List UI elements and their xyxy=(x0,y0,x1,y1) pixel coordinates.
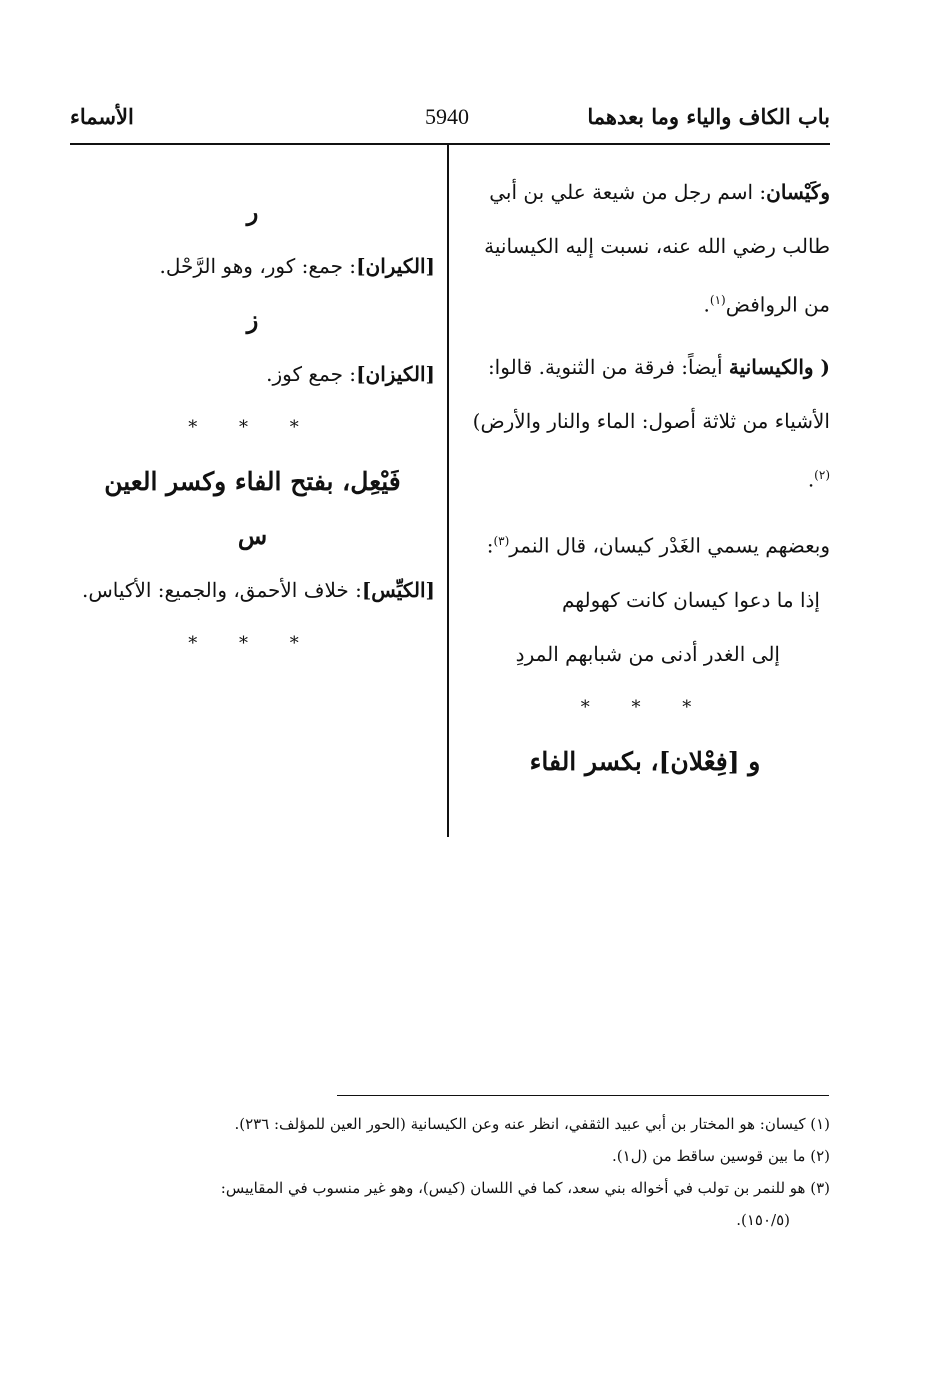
footnote-ref: (٢) xyxy=(814,467,830,482)
page-header xyxy=(70,104,830,140)
section-title: الأسماء xyxy=(70,104,134,129)
header-rule xyxy=(70,143,830,145)
footnote-3: (٣) هو للنمر بن تولب في أخواله بني سعد، كما في اللسان (كيس)، وهو غير منسوب في المقاييس: xyxy=(220,1179,830,1197)
chapter-title: باب الكاف والياء وما بعدهما xyxy=(587,104,830,129)
separator-stars: * * * xyxy=(580,696,710,718)
verse-line-2: إلى الغدر أدنى من شبابهم المردِ xyxy=(515,641,780,666)
column-divider xyxy=(447,145,449,837)
separator-stars: * * * xyxy=(188,633,317,654)
page-number: 5940 xyxy=(425,104,469,129)
pattern-heading: فَيْعِل، بفتح الفاء وكسر العين xyxy=(104,467,401,496)
entry-text: : خلاف الأحمق، والجميع: الأكياس. xyxy=(82,578,362,602)
entry-head: [الكيزان] xyxy=(356,362,435,386)
entry-text: وبعضهم يسمي الغَدْر كيسان، قال النمر xyxy=(509,533,830,558)
entry-text: : جمع كوز. xyxy=(266,362,357,386)
footnote-2: (٢) ما بين قوسين ساقط من (ل١). xyxy=(612,1147,830,1165)
footnote-ref: (١) xyxy=(709,293,726,307)
letter-heading-sin: س xyxy=(237,521,268,550)
entry-kaysaniyya: ( والكيسانية أيضاً: فرقة من الثنوية. قالوا: الأشياء من ثلاثة أصول: الماء والنار والأرض)$^{(٢)}$. xyxy=(472,354,830,492)
entry-text: : جمع: كور، وهو الرَّحْل. xyxy=(159,254,357,278)
entry-head: ( والكيسانية xyxy=(728,354,830,379)
entry-text: أيضاً: فرقة من الثنوية. قالوا: الأشياء من ثلاثة أصول: الماء والنار والأرض) xyxy=(472,354,830,433)
footnote-rule xyxy=(337,1095,829,1096)
separator-stars: * * * xyxy=(188,417,317,438)
footnote-ref: (٣) xyxy=(493,534,510,549)
entry-head: [الكيران] xyxy=(356,254,435,278)
entry-kiran xyxy=(70,239,435,293)
entry-head: وكَيْسان xyxy=(766,180,830,204)
footnote-3-continued: (١٥٠/٥). xyxy=(736,1211,790,1229)
entry-kizan xyxy=(70,347,435,401)
entry-ghadr: وبعضهم يسمي الغَدْر كيسان، قال النمر$^{(٣)}$: xyxy=(486,533,830,558)
entry-head: [الكيِّس] xyxy=(361,578,435,602)
letter-heading-ra: ر xyxy=(246,197,259,226)
verse-line-1: إذا ما دعوا كيسان كانت كهولهم xyxy=(561,587,820,612)
footnotes xyxy=(70,1108,830,1236)
footnote-1: (١) كيسان: هو المختار بن أبي عبيد الثقفي، انظر عنه وعن الكيسانية (الحور العين للمؤلف: ٢٣٦). xyxy=(234,1115,830,1133)
entry-kayyis xyxy=(70,563,435,617)
right-column xyxy=(460,165,830,789)
entry-kaysan: وكَيْسان: اسم رجل من شيعة علي بن أبي طالب رضي الله عنه، نسبت إليه الكيسانية من الروافض$^{(١)}$. xyxy=(484,180,830,317)
pattern-heading: و [فِعْلان]، بكسر الفاء xyxy=(529,746,761,776)
entry-text: : اسم رجل من شيعة علي بن أبي طالب رضي الله عنه، نسبت إليه الكيسانية من الروافض xyxy=(484,180,830,317)
letter-heading-zay: ز xyxy=(246,305,259,334)
left-column xyxy=(70,185,435,671)
